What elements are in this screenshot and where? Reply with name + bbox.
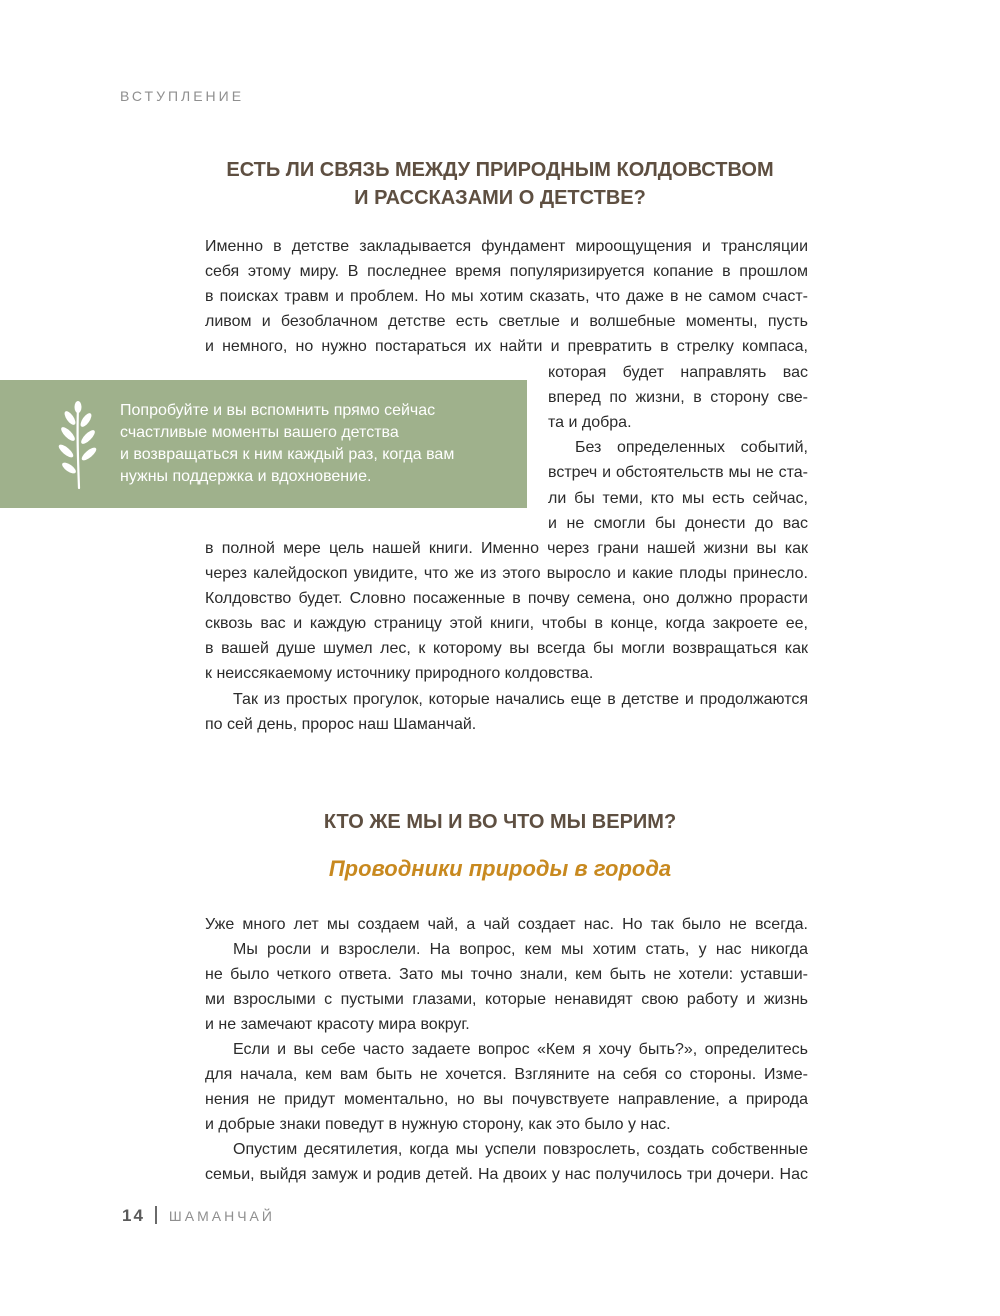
section-title-childhood bbox=[0, 156, 1000, 212]
paragraph-line: та и добра. bbox=[548, 414, 632, 431]
paragraph-line: нения не придут моментально, но вы почувствуете направление, а природа bbox=[205, 1091, 808, 1108]
paragraph-line: семьи, выйдя замуж и родив детей. На двоих у нас получилось три дочери. Нас bbox=[205, 1166, 808, 1183]
paragraph-line: в поисках травм и проблем. Но мы хотим сказать, что даже в не самом счаст- bbox=[205, 288, 808, 305]
paragraph-line: встреч и обстоятельств мы не ста- bbox=[548, 464, 808, 481]
callout-line: счастливые моменты вашего детства bbox=[120, 424, 399, 441]
paragraph-line: и добрые знаки поведут в нужную сторону, как это было у нас. bbox=[205, 1116, 671, 1133]
paragraph-line: ливом и безоблачном детстве есть светлые и волшебные моменты, пусть bbox=[205, 313, 808, 330]
paragraph-line: Колдовство будет. Словно посаженные в почву семена, оно должно прорасти bbox=[205, 590, 808, 607]
paragraph-line: и не смогли бы донести до вас bbox=[548, 515, 808, 532]
paragraph-line: не было четкого ответа. Зато мы точно знали, кем быть не хотели: уставши- bbox=[205, 966, 808, 983]
callout-line: и возвращаться к ним каждый раз, когда вам bbox=[120, 446, 455, 463]
book-title: ШАМАНЧАЙ bbox=[168, 1208, 275, 1224]
paragraph-line: себя этому миру. В последнее время популяризируется копание в прошлом bbox=[205, 263, 808, 280]
paragraph-line: Именно в детстве закладывается фундамент мироощущения и трансляции bbox=[205, 238, 808, 255]
running-head: ВСТУПЛЕНИЕ bbox=[120, 88, 245, 104]
paragraph-line: Без определенных событий, bbox=[575, 439, 808, 456]
paragraph-line: Опустим десятилетия, когда мы успели повзрослеть, создать собственные bbox=[233, 1141, 808, 1158]
paragraph-line: Так из простых прогулок, которые начались еще в детстве и продолжаются bbox=[233, 691, 808, 708]
paragraph-line: ми взрослыми с пустыми глазами, которые ненавидят свою работу и жизнь bbox=[205, 991, 808, 1008]
callout-text bbox=[120, 400, 520, 488]
section-subtitle: Проводники природы в города bbox=[328, 856, 672, 881]
footer-divider bbox=[155, 1206, 157, 1224]
leaf-branch-icon bbox=[52, 400, 102, 492]
callout-line: Попробуйте и вы вспомнить прямо сейчас bbox=[120, 402, 436, 419]
paragraph-line: для начала, кем вам быть не хочется. Взгляните на себя со стороны. Изме- bbox=[205, 1066, 808, 1083]
paragraph-line: Мы росли и взрослели. На вопрос, кем мы хотим стать, у нас никогда bbox=[233, 941, 808, 958]
section-title-who-we-are: КТО ЖЕ МЫ И ВО ЧТО МЫ ВЕРИМ? bbox=[323, 811, 677, 833]
paragraph-line: к неиссякаемому источнику природного колдовства. bbox=[205, 665, 594, 682]
paragraph-line: и не замечают красоту мира вокруг. bbox=[205, 1016, 470, 1033]
paragraph-line: по сей день, пророс наш Шаманчай. bbox=[205, 716, 477, 733]
paragraph-line: которая будет направлять вас bbox=[548, 364, 808, 381]
paragraph-line: через калейдоскоп увидите, что же из этого выросло и какие плоды принесло. bbox=[205, 565, 808, 582]
paragraph-line: Если и вы себе часто задаете вопрос «Кем я хочу быть?», определитесь bbox=[233, 1041, 808, 1058]
page-number: 14 bbox=[122, 1206, 145, 1225]
paragraph-line: в вашей душе шумел лес, к которому вы всегда бы могли возвращаться как bbox=[205, 640, 808, 657]
paragraph-line: вперед по жизни, в сторону све- bbox=[548, 389, 808, 406]
section-title-line: И РАССКАЗАМИ О ДЕТСТВЕ? bbox=[354, 187, 646, 209]
paragraph-line: Уже много лет мы создаем чай, а чай создает нас. Но так было не всегда. bbox=[205, 916, 808, 933]
page-footer bbox=[122, 1206, 275, 1226]
section-title-line: ЕСТЬ ЛИ СВЯЗЬ МЕЖДУ ПРИРОДНЫМ КОЛДОВСТВОМ bbox=[226, 159, 774, 181]
paragraph-line: ли бы теми, кто мы есть сейчас, bbox=[548, 490, 808, 507]
paragraph-line: сквозь вас и каждую страницу этой книги, чтобы в конце, когда закроете ее, bbox=[205, 615, 808, 632]
callout-box bbox=[0, 380, 527, 508]
paragraph-line: и немного, но нужно постараться их найти и превратить в стрелку компаса, bbox=[205, 338, 808, 355]
callout-line: нужны поддержка и вдохновение. bbox=[120, 468, 372, 485]
paragraph-line: в полной мере цель нашей книги. Именно через грани нашей жизни вы как bbox=[205, 540, 808, 557]
